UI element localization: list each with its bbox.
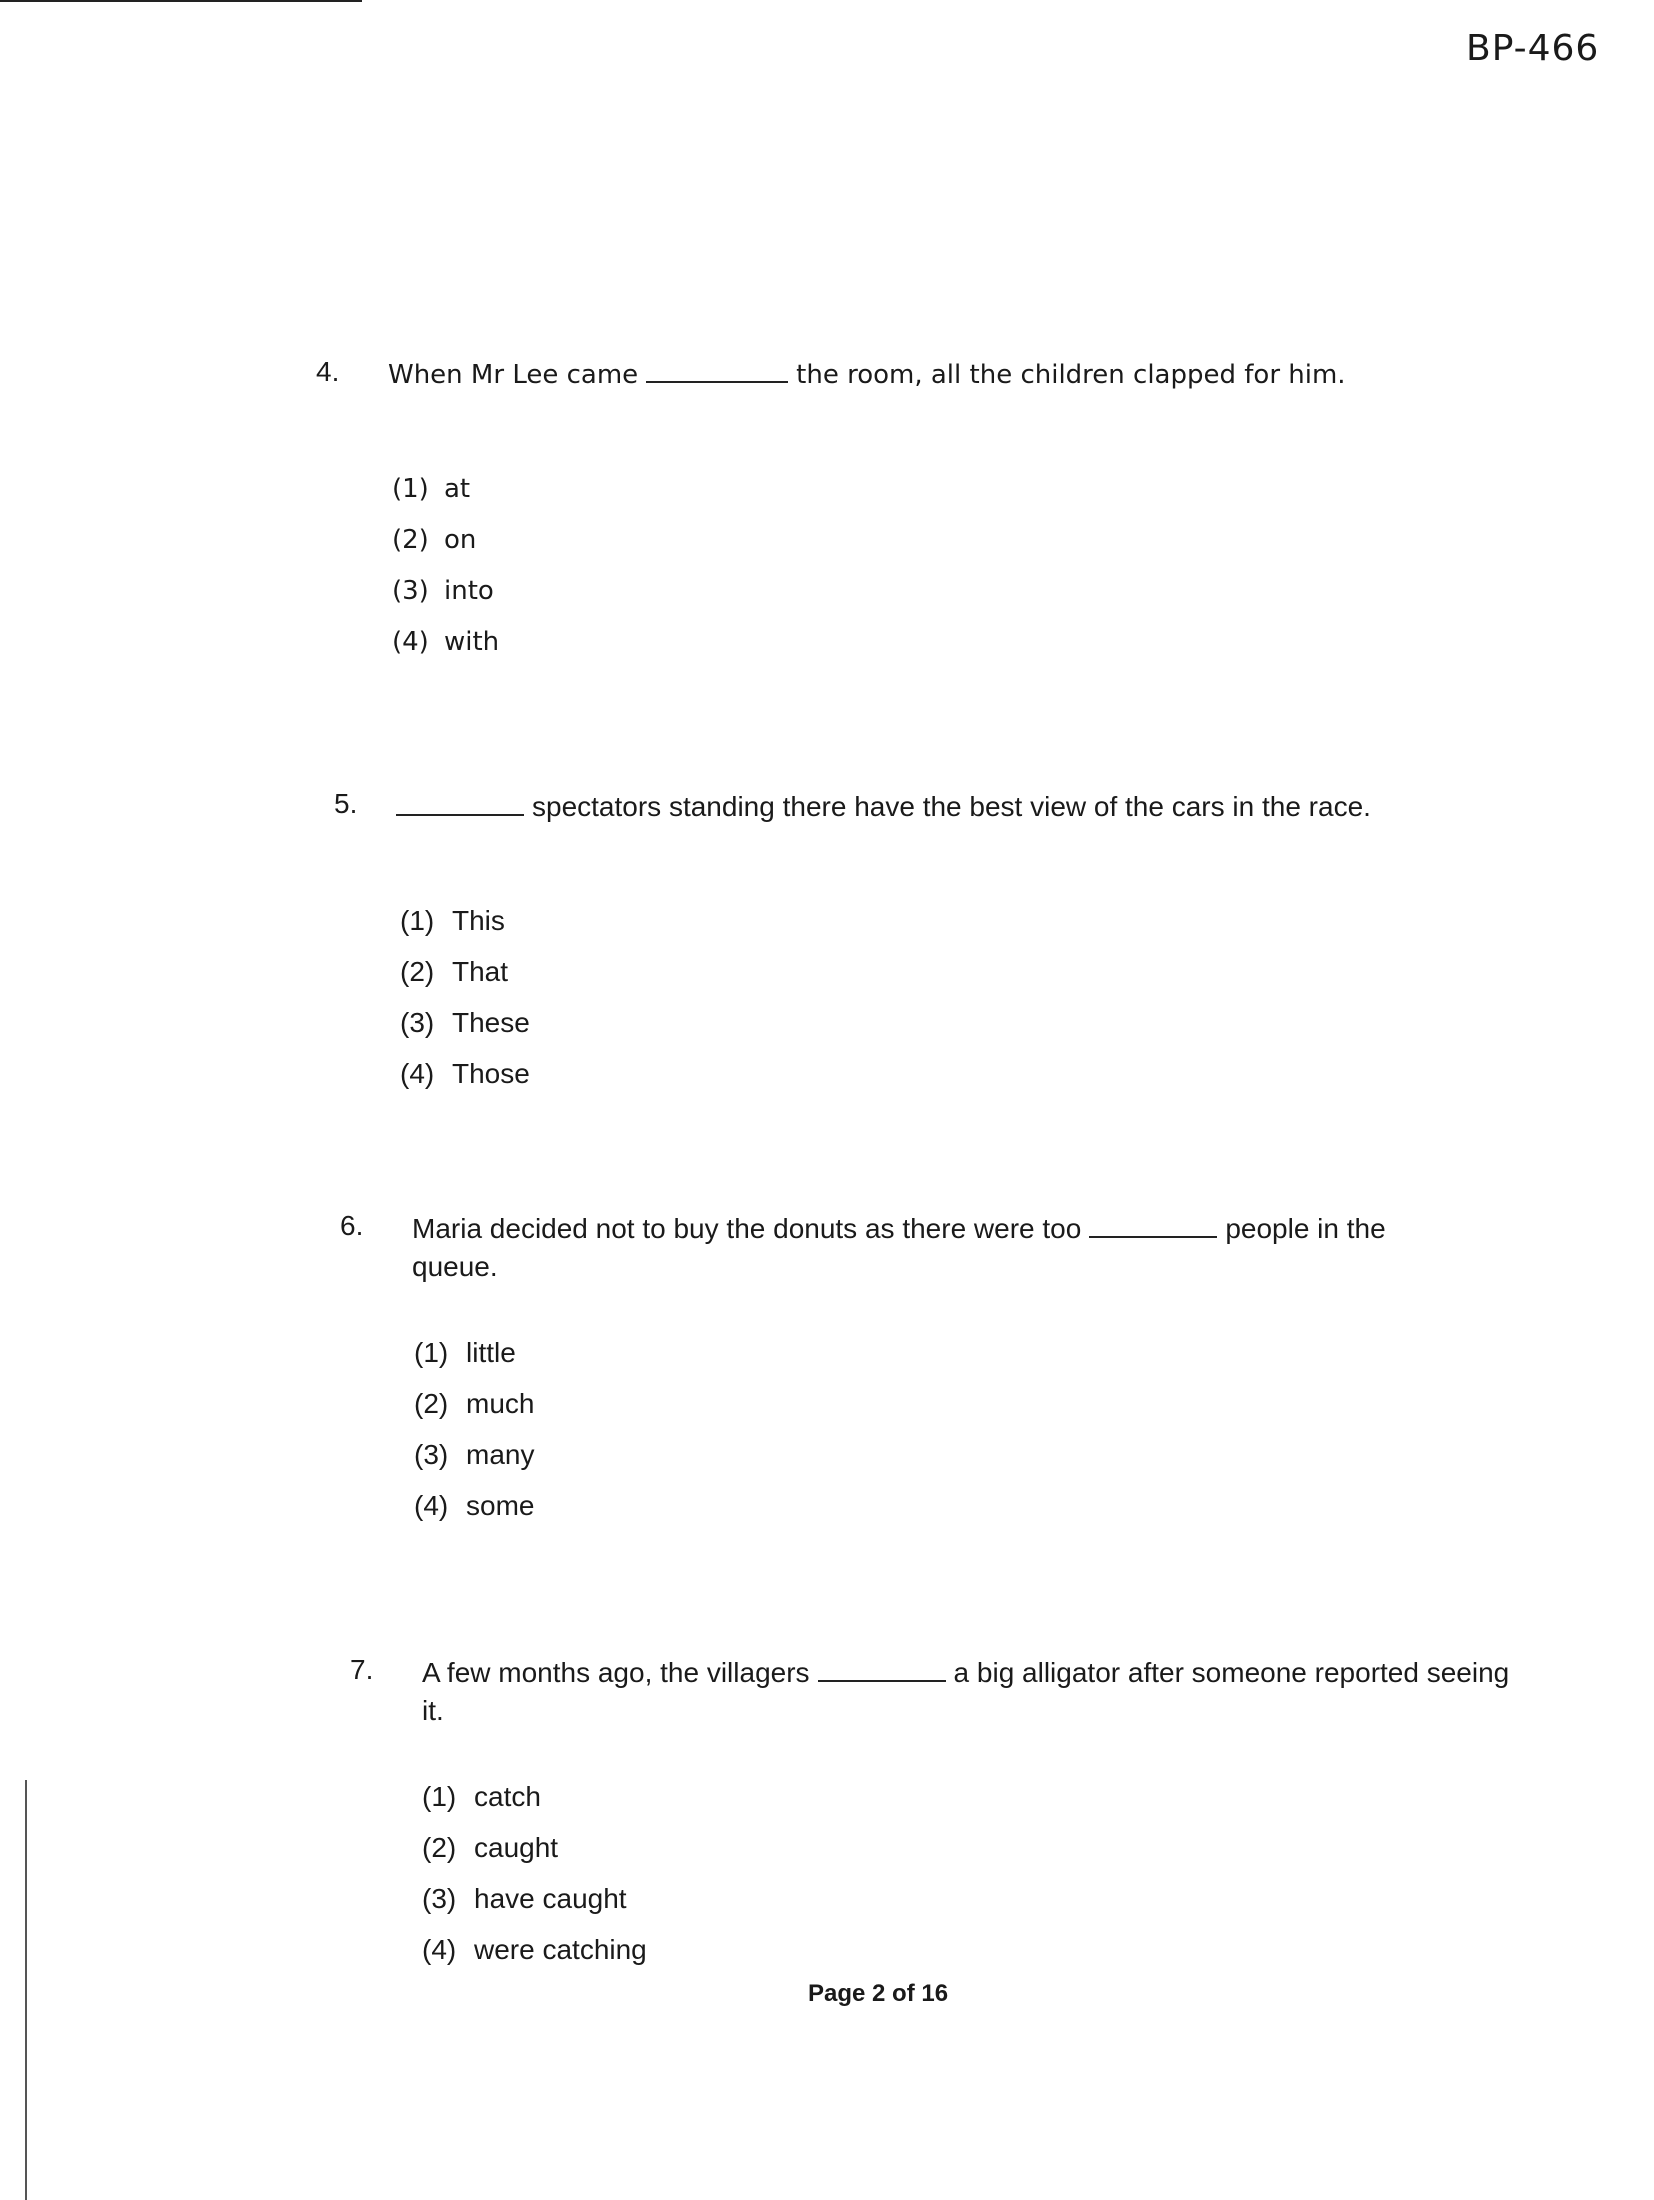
option-text: little [466,1337,516,1368]
scan-edge-line [25,1780,27,2200]
option-item[interactable] [392,574,499,625]
top-rule [0,0,362,2]
question-text-after: the room, all the children clapped for him. [796,360,1346,390]
option-text: many [466,1439,535,1470]
question-text-after: people in the [1225,1213,1386,1244]
option-number: (2) [400,956,435,987]
option-text: catch [474,1781,541,1812]
option-text: That [452,956,509,987]
answer-blank [818,1655,946,1682]
question-text-before: A few months ago, the villagers [422,1657,810,1688]
question-text [396,788,1371,826]
question-text-after: spectators standing there have the best view of the cars in the race. [532,791,1371,822]
question-text [388,356,1346,394]
option-text: into [444,576,494,606]
question-text [422,1654,1509,1730]
option-number: (4) [392,627,429,657]
question-text-before: Maria decided not to buy the donuts as there were too [412,1213,1082,1244]
option-list [392,472,499,676]
option-list [422,1780,647,1984]
page-number-footer: Page 2 of 16 [808,1980,949,2007]
option-number: (2) [422,1832,457,1863]
option-text: have caught [474,1883,627,1914]
question-text-after: a big alligator after someone reported seeing [953,1657,1510,1688]
question-number: 4. [316,356,340,387]
option-number: (2) [392,525,429,555]
option-item[interactable] [414,1438,534,1489]
option-number: (3) [392,576,429,606]
option-number: (4) [414,1490,449,1521]
question-text [412,1210,1386,1286]
option-item[interactable] [400,1006,530,1057]
question-text-line2: queue. [412,1251,498,1282]
option-number: (1) [392,474,429,504]
option-item[interactable] [414,1387,534,1438]
option-text: some [466,1490,535,1521]
question-number: 7. [350,1654,374,1685]
option-number: (1) [414,1337,449,1368]
option-text: much [466,1388,535,1419]
option-number: (3) [422,1883,457,1914]
option-text: with [444,627,500,657]
option-number: (3) [400,1007,435,1038]
option-item[interactable] [422,1780,647,1831]
option-list [414,1336,534,1540]
option-text: on [444,525,477,555]
option-list [400,904,530,1108]
option-item[interactable] [400,1057,530,1108]
answer-blank [646,358,788,383]
question-number: 5. [334,788,358,819]
option-item[interactable] [400,955,530,1006]
document-code: BP-466 [1466,28,1600,69]
answer-blank [1089,1211,1217,1238]
question-text-line2: it. [422,1695,444,1726]
option-item[interactable] [392,523,499,574]
option-item[interactable] [422,1882,647,1933]
option-text: were catching [474,1934,647,1965]
option-number: (2) [414,1388,449,1419]
option-number: (4) [400,1058,435,1089]
question-text-before: When Mr Lee came [388,360,639,390]
option-number: (4) [422,1934,457,1965]
option-text: caught [474,1832,559,1863]
option-text: These [452,1007,530,1038]
option-text: at [444,474,471,504]
option-item[interactable] [414,1336,534,1387]
option-number: (1) [400,905,435,936]
option-number: (1) [422,1781,457,1812]
question-number: 6. [340,1210,364,1241]
option-text: This [452,905,505,936]
option-text: Those [452,1058,530,1089]
answer-blank [396,789,524,816]
option-item[interactable] [422,1933,647,1984]
option-item[interactable] [392,472,499,523]
option-item[interactable] [422,1831,647,1882]
option-item[interactable] [392,625,499,676]
option-number: (3) [414,1439,449,1470]
option-item[interactable] [414,1489,534,1540]
option-item[interactable] [400,904,530,955]
